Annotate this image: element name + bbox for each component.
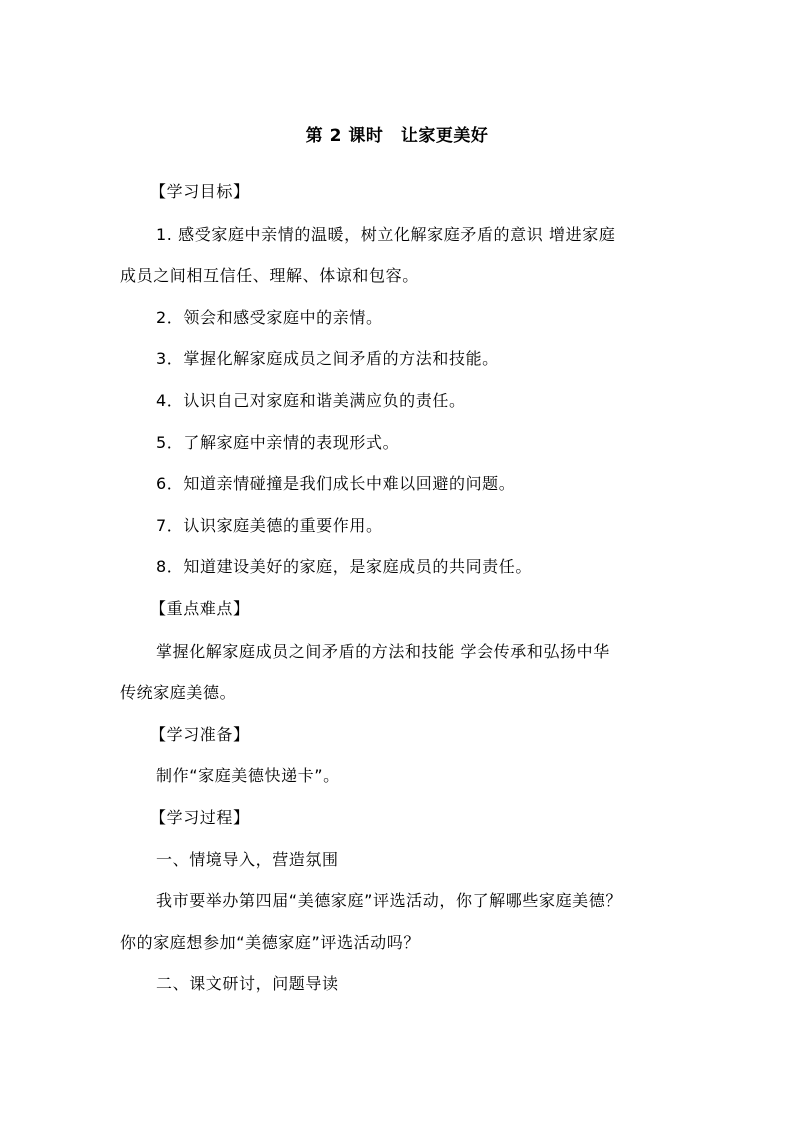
process-step-2: 二、课文研讨，问题导读 (156, 974, 339, 993)
section-heading-preparation: 【学习准备】 (150, 725, 250, 744)
goal-4: 4．认识自己对家庭和谐美满应负的责任。 (156, 391, 466, 410)
key-points-line-2: 传统家庭美德。 (120, 683, 237, 702)
goal-8: 8．知道建设美好的家庭，是家庭成员的共同责任。 (156, 557, 532, 576)
key-points-line-1: 掌握化解家庭成员之间矛盾的方法和技能 学会传承和弘扬中华 (156, 642, 610, 661)
lesson-title: 第 2 课时 让家更美好 (305, 126, 489, 146)
process-step-1: 一、情境导入，营造氛围 (156, 850, 339, 869)
process-step-1-text-line-1: 我市要举办第四届“美德家庭”评选活动，你了解哪些家庭美德？ (156, 891, 622, 910)
goal-7: 7．认识家庭美德的重要作用。 (156, 516, 383, 535)
section-heading-key-points: 【重点难点】 (150, 599, 250, 618)
goal-1-line-2: 成员之间相互信任、理解、体谅和包容。 (120, 266, 419, 285)
section-heading-learning-goals: 【学习目标】 (150, 182, 250, 201)
preparation-text: 制作“家庭美德快递卡”。 (156, 766, 340, 785)
goal-2: 2．领会和感受家庭中的亲情。 (156, 308, 383, 327)
goal-1-line-1: 1. 感受家庭中亲情的温暖，树立化解家庭矛盾的意识 增进家庭 (156, 225, 616, 244)
process-step-1-text-line-2: 你的家庭想参加“美德家庭”评选活动吗？ (120, 933, 420, 952)
goal-5: 5．了解家庭中亲情的表现形式。 (156, 433, 400, 452)
goal-6: 6．知道亲情碰撞是我们成长中难以回避的问题。 (156, 474, 516, 493)
section-heading-process: 【学习过程】 (150, 808, 250, 827)
goal-3: 3．掌握化解家庭成员之间矛盾的方法和技能。 (156, 349, 499, 368)
